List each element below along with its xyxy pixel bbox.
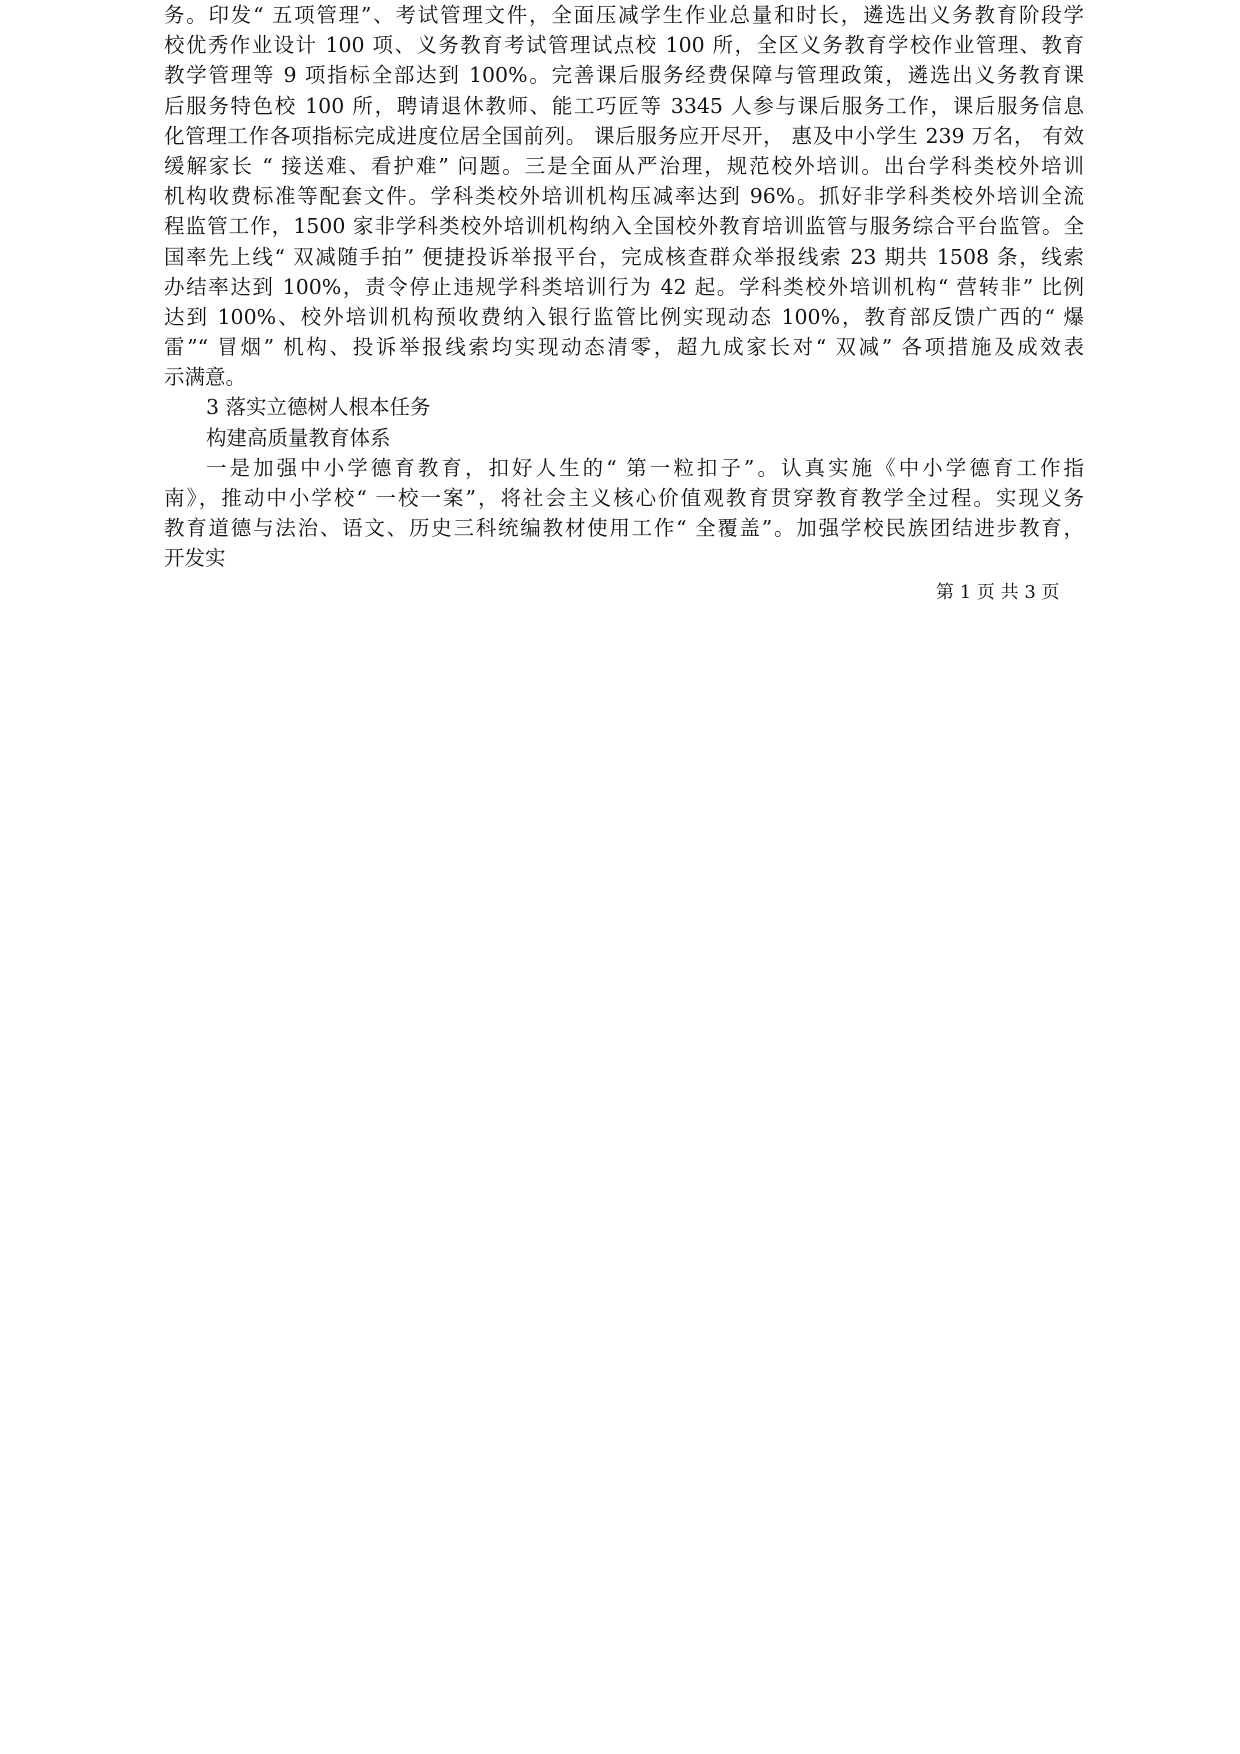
text-line: 雷”“ 冒烟” 机构、投诉举报线索均实现动态清零，超九成家长对“ 双减” 各项措施及成效表: [164, 335, 1084, 360]
text-line: 办结率达到 100%，责令停止违规学科类培训行为 42 起。学科类校外培训机构“ 营转非” 比例: [164, 274, 1084, 299]
text-line: 化管理工作各项指标完成进度位居全国前列。 课后服务应开尽开， 惠及中小学生 239 万名， 有效: [164, 123, 1084, 148]
text-line: 达到 100%、校外培训机构预收费纳入银行监管比例实现动态 100%，教育部反馈广西的“ 爆: [164, 304, 1084, 329]
text-line: 校优秀作业设计 100 项、义务教育考试管理试点校 100 所，全区义务教育学校作业管理、教育: [164, 33, 1084, 58]
text-line: 南》，推动中小学校“ 一校一案”，将社会主义核心价值观教育贯穿教育教学全过程。实现义务: [164, 486, 1084, 510]
document-body: [164, 0, 1084, 574]
text-line: 机构收费标准等配套文件。学科类校外培训机构压减率达到 96%。抓好非学科类校外培训全流: [164, 184, 1084, 209]
text-line: 务。印发“ 五项管理”、考试管理文件，全面压减学生作业总量和时长，遴选出义务教育阶段学: [164, 3, 1084, 27]
section-heading: 3 落实立德树人根本任务: [206, 395, 431, 420]
text-line: 示满意。: [164, 365, 246, 390]
text-line: 国率先上线“ 双减随手拍” 便捷投诉举报平台，完成核查群众举报线索 23 期共 1508 条，线索: [164, 244, 1084, 269]
text-line: 程监管工作，1500 家非学科类校外培训机构纳入全国校外教育培训监管与服务综合平台监管。全: [164, 214, 1084, 239]
text-line: 缓解家长 “ 接送难、看护难” 问题。三是全面从严治理，规范校外培训。出台学科类校外培训: [164, 153, 1084, 178]
text-line: 教学管理等 9 项指标全部达到 100%。完善课后服务经费保障与管理政策，遴选出义务教育课: [164, 63, 1084, 88]
text-line: 教育道德与法治、语文、历史三科统编教材使用工作“ 全覆盖”。加强学校民族团结进步教育，: [164, 516, 1084, 541]
page-number: 第 1 页 共 3 页: [936, 582, 1060, 603]
text-line: 开发实: [164, 546, 226, 571]
text-line: 一是加强中小学德育教育，扣好人生的“ 第一粒扣子”。认真实施《中小学德育工作指: [206, 455, 1084, 480]
section-subheading: 构建高质量教育体系: [206, 425, 391, 450]
text-line: 后服务特色校 100 所，聘请退休教师、能工巧匠等 3345 人参与课后服务工作，课后服务信息: [164, 93, 1084, 118]
